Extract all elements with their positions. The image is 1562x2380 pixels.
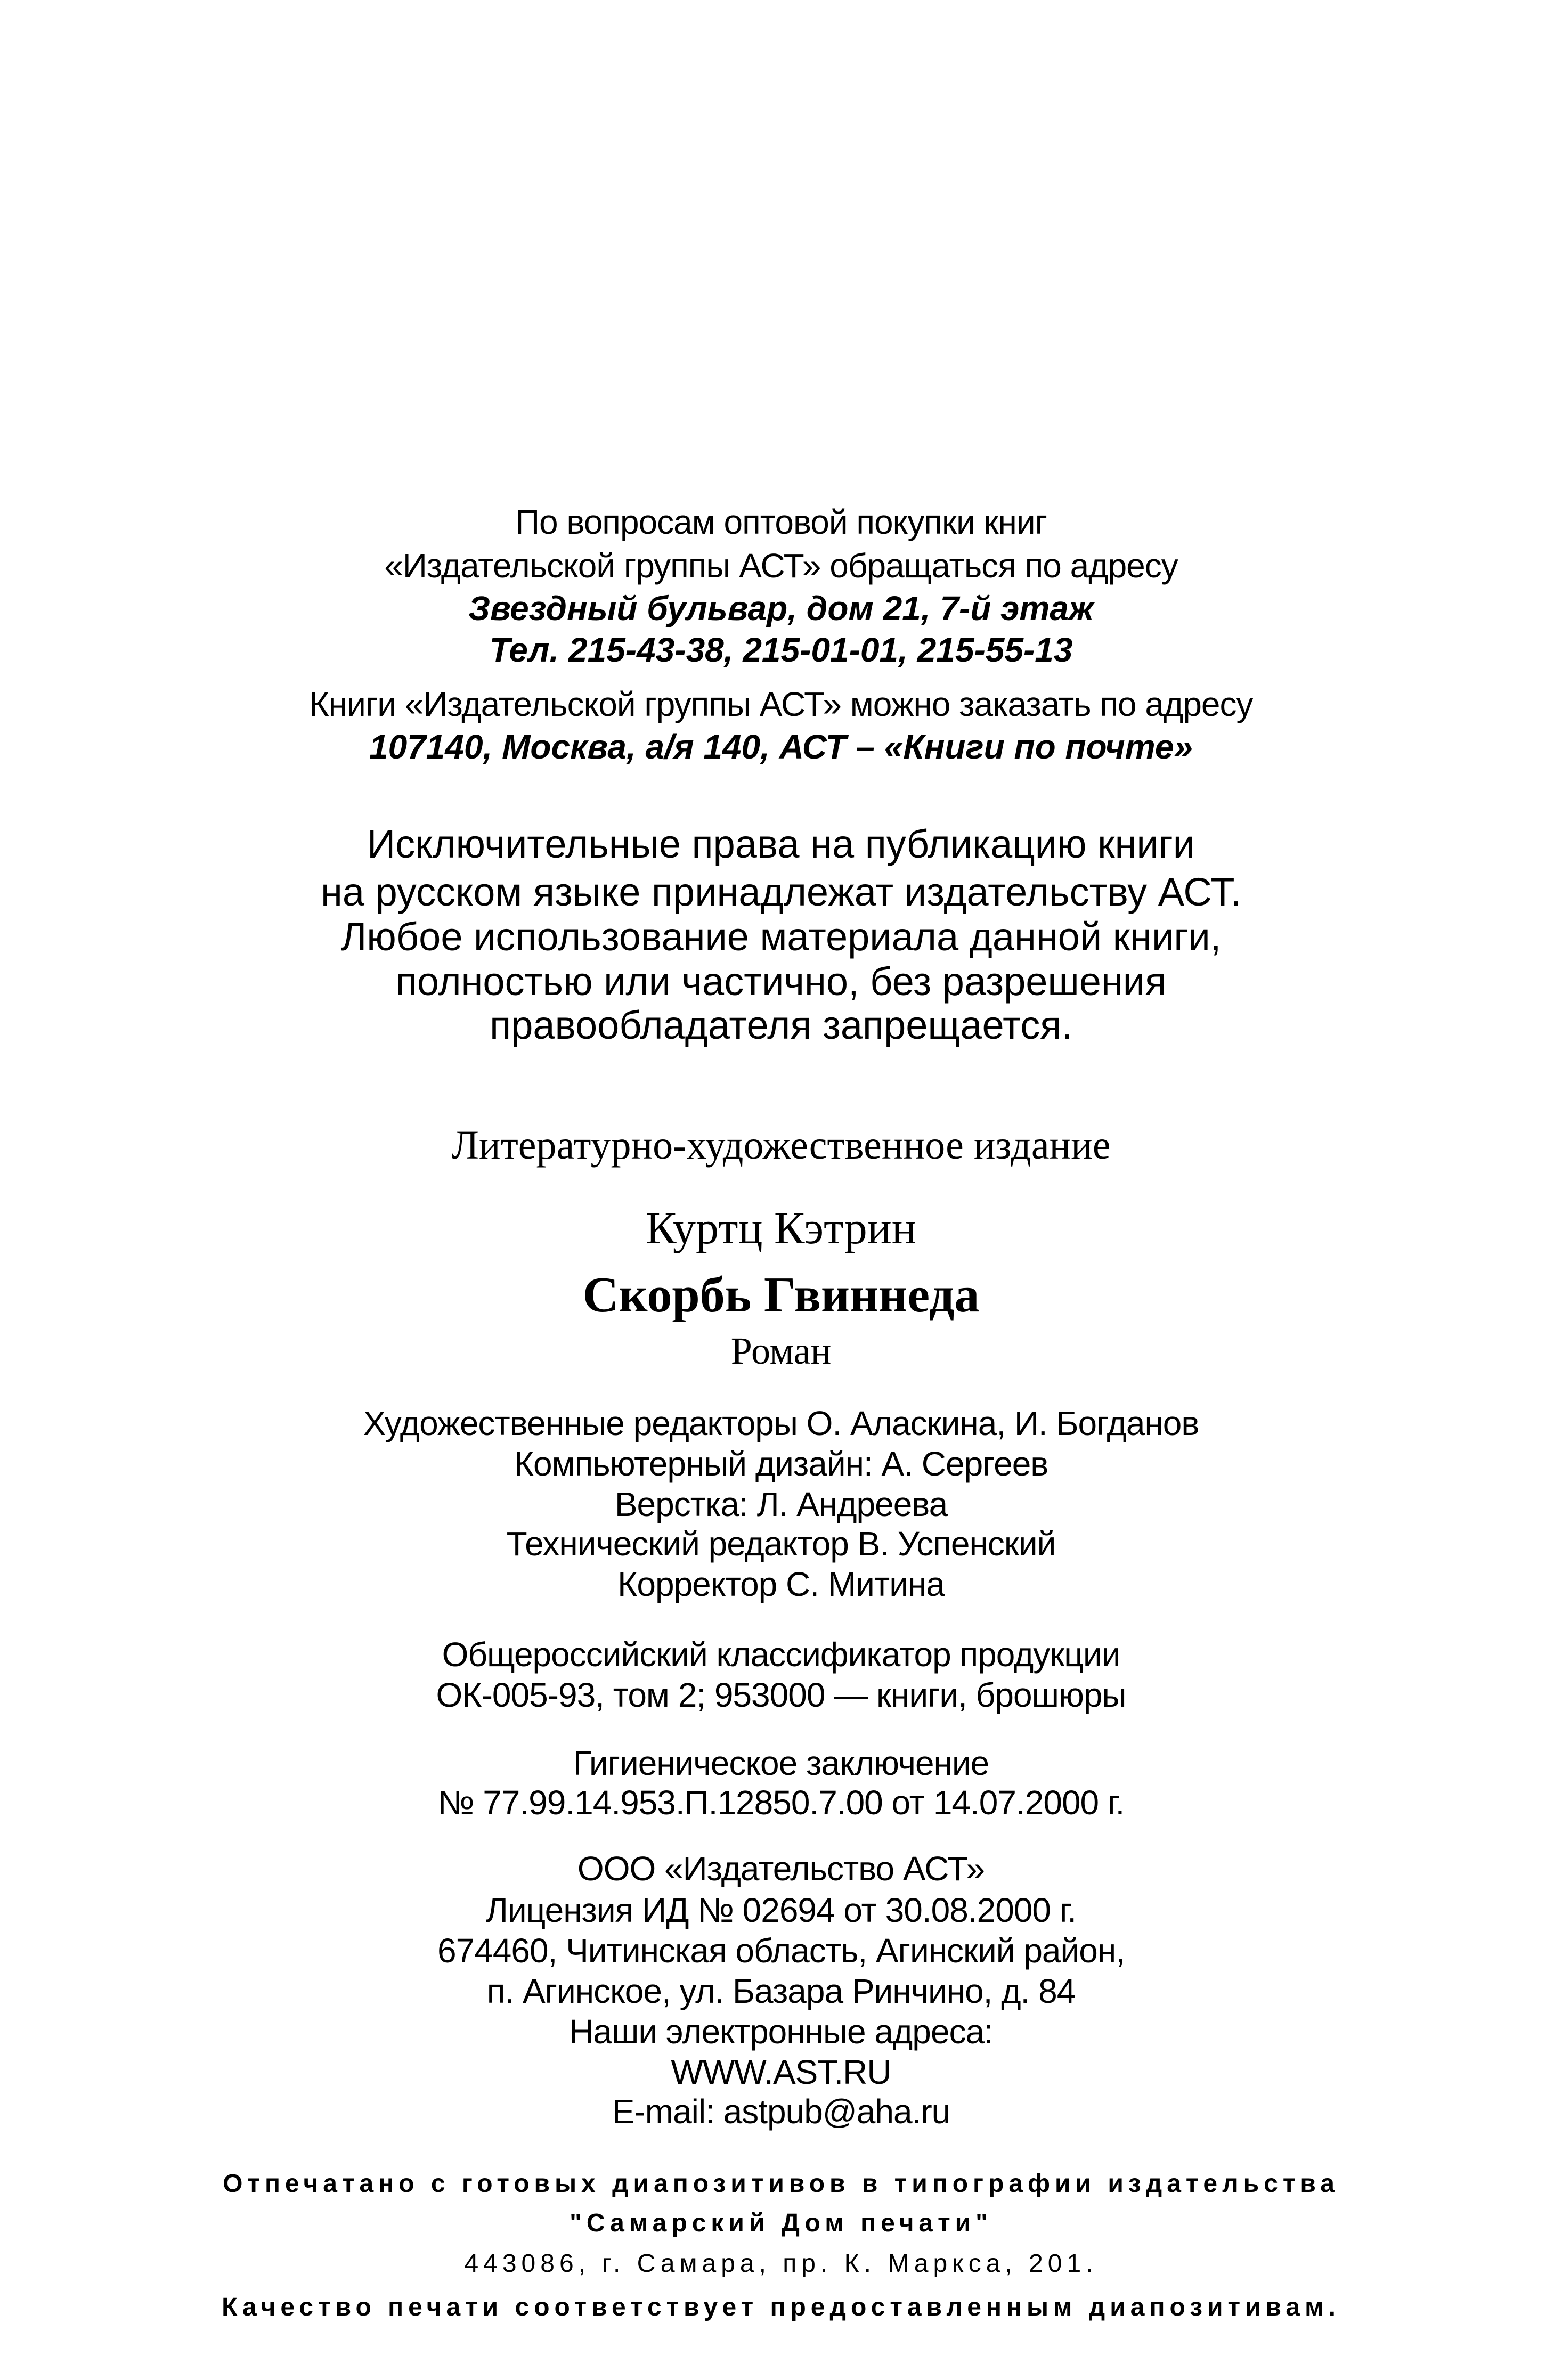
hygiene-line-2: № 77.99.14.953.П.12850.7.00 от 14.07.2000 г.: [437, 1783, 1125, 1822]
classifier-line-1: Общероссийский классификатор продукции: [442, 1635, 1120, 1674]
mail-order-line-1: Книги «Издательской группы АСТ» можно заказать по адресу: [309, 685, 1253, 723]
wholesale-line-2: «Издательской группы АСТ» обращаться по адресу: [384, 547, 1178, 585]
staff-line: Технический редактор В. Успенский: [506, 1525, 1056, 1563]
publisher-line: ООО «Издательство АСТ»: [577, 1849, 985, 1888]
wholesale-phones: Тел. 215-43-38, 215-01-01, 215-55-13: [489, 631, 1073, 669]
rights-line: на русском языке принадлежат издательству АСТ.: [321, 870, 1241, 914]
hygiene-line-1: Гигиеническое заключение: [573, 1744, 989, 1782]
publisher-email: E-mail: astpub@aha.ru: [612, 2092, 950, 2131]
staff-line: Верстка: Л. Андреева: [614, 1485, 948, 1523]
staff-line: Корректор С. Митина: [617, 1565, 945, 1603]
staff-line: Компьютерный дизайн: А. Сергеев: [514, 1445, 1048, 1483]
wholesale-address: Звездный бульвар, дом 21, 7-й этаж: [468, 589, 1094, 627]
publisher-line: 674460, Читинская область, Агинский район,: [437, 1931, 1125, 1970]
staff-line: Художественные редакторы О. Аласкина, И. Богданов: [363, 1404, 1199, 1442]
rights-line: правообладателя запрещается.: [490, 1003, 1072, 1047]
publisher-line: Наши электронные адреса:: [569, 2012, 993, 2051]
wholesale-line-1: По вопросам оптовой покупки книг: [515, 503, 1047, 541]
edition-type: Литературно-художественное издание: [451, 1123, 1111, 1168]
publisher-website: WWW.AST.RU: [671, 2053, 891, 2091]
book-author: Куртц Кэтрин: [646, 1202, 916, 1253]
book-title: Скорбь Гвиннеда: [582, 1267, 980, 1323]
book-genre: Роман: [730, 1330, 832, 1372]
rights-line: Любое использование материала данной книги,: [340, 915, 1222, 959]
publisher-line: Лицензия ИД № 02694 от 30.08.2000 г.: [485, 1891, 1077, 1929]
classifier-line-2: ОК-005-93, том 2; 953000 — книги, брошюры: [436, 1676, 1126, 1714]
publisher-line: п. Агинское, ул. Базара Ринчино, д. 84: [486, 1972, 1076, 2010]
printing-line-1: Отпечатано с готовых диапозитивов в типографии издательства: [223, 2170, 1339, 2198]
mail-order-line-2: 107140, Москва, а/я 140, АСТ – «Книги по почте»: [369, 728, 1193, 766]
rights-line: полностью или частично, без разрешения: [395, 959, 1167, 1004]
printing-line-2: "Самарский Дом печати": [570, 2209, 992, 2237]
printing-line-4: Качество печати соответствует предоставленным диапозитивам.: [222, 2293, 1340, 2321]
printing-line-3: 443086, г. Самара, пр. К. Маркса, 201.: [464, 2249, 1098, 2278]
rights-line: Исключительные права на публикацию книги: [367, 822, 1195, 866]
